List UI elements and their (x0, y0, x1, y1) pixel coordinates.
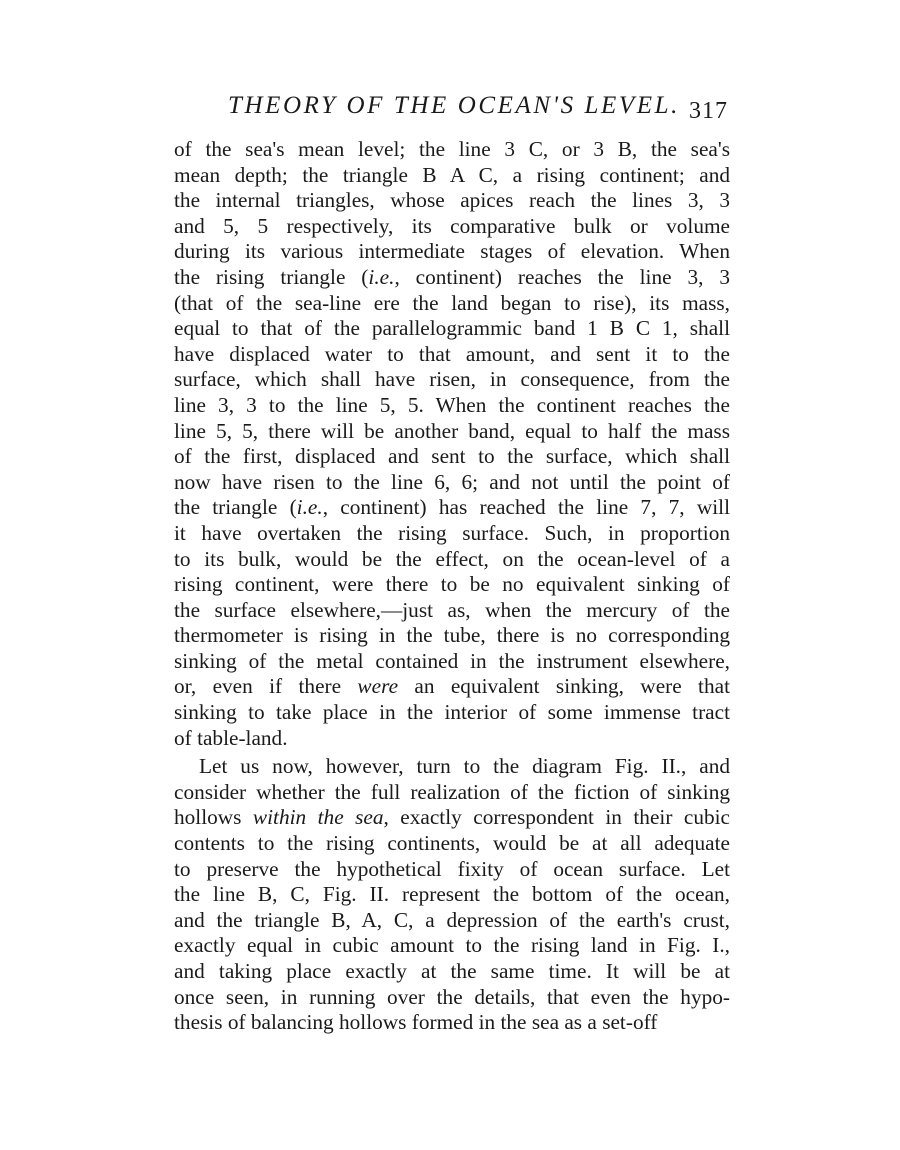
text-run: , exactly correspondent in their cubic (383, 805, 730, 830)
text-line (174, 316, 730, 342)
running-head (170, 92, 730, 132)
text-run: exactly equal in cubic amount to the rising land in Fig. I., (174, 933, 730, 958)
text-run: and 5, 5 respectively, its comparative bulk or volume (174, 213, 730, 238)
text-run: the surface elsewhere,—just as, when the mercury of the (174, 597, 730, 622)
body-text (174, 137, 730, 1036)
text-run: once seen, in running over the details, that even the hypo- (174, 984, 730, 1009)
italic-text: were (357, 674, 399, 699)
text-line (174, 780, 730, 806)
text-line (174, 239, 730, 265)
text-run: hollows (174, 805, 253, 830)
text-line (174, 598, 730, 624)
text-run: , continent) has reached the line 7, 7, will (322, 495, 730, 520)
text-run: rising continent, were there to be no equivalent sinking of (174, 572, 730, 597)
text-run: the triangle ( (174, 495, 297, 520)
text-run: surface, which shall have risen, in consequence, from the (174, 367, 730, 392)
text-run: the line B, C, Fig. II. represent the bottom of the ocean, (174, 882, 730, 907)
text-line (174, 188, 730, 214)
text-run: thermometer is rising in the tube, there is no corresponding (174, 623, 730, 648)
text-run: have displaced water to that amount, and sent it to the (174, 341, 730, 366)
text-run: of table-land. (174, 725, 288, 750)
text-run: thesis of balancing hollows formed in the sea as a set-off (174, 1010, 658, 1035)
text-line (174, 419, 730, 445)
text-run: of the first, displaced and sent to the surface, which shall (174, 444, 730, 469)
text-line (174, 623, 730, 649)
text-line (174, 933, 730, 959)
text-run: an equivalent sinking, were that (398, 674, 730, 699)
text-run: line 5, 5, there will be another band, equal to half the mass (174, 418, 730, 443)
paragraph (174, 137, 730, 751)
text-line (174, 342, 730, 368)
text-line (174, 674, 730, 700)
text-run: the internal triangles, whose apices reach the lines 3, 3 (174, 188, 730, 213)
text-line (174, 754, 730, 780)
text-line (174, 882, 730, 908)
text-line (174, 547, 730, 573)
text-line (174, 521, 730, 547)
page-number: 317 (689, 98, 728, 124)
text-run: line 3, 3 to the line 5, 5. When the continent reaches the (174, 392, 730, 417)
italic-text: within the sea (252, 805, 384, 830)
text-line (174, 985, 730, 1011)
text-line (174, 495, 730, 521)
text-run: during its various intermediate stages of elevation. When (174, 239, 730, 264)
text-line (174, 393, 730, 419)
text-run: equal to that of the parallelogrammic band 1 B C 1, shall (174, 316, 730, 341)
text-line (174, 959, 730, 985)
italic-text: i.e. (296, 495, 323, 520)
text-line (174, 163, 730, 189)
text-run: Let us now, however, turn to the diagram Fig. II., and (199, 754, 730, 779)
text-line (174, 214, 730, 240)
text-line (174, 649, 730, 675)
text-line (174, 291, 730, 317)
text-line (174, 908, 730, 934)
text-run: or, even if there (174, 674, 358, 699)
text-run: (that of the sea-line ere the land began to rise), its mass, (174, 290, 730, 315)
text-run: sinking to take place in the interior of some immense tract (174, 700, 730, 725)
text-line (174, 444, 730, 470)
text-run: consider whether the full realization of the fiction of sinking (174, 779, 730, 804)
text-line (174, 805, 730, 831)
paragraph (174, 754, 730, 1036)
text-run: contents to the rising continents, would be at all adequate (174, 831, 730, 856)
text-line (174, 470, 730, 496)
text-line (174, 265, 730, 291)
text-line (174, 572, 730, 598)
text-run: and the triangle B, A, C, a depression of the earth's crust, (174, 907, 730, 932)
text-line (174, 700, 730, 726)
text-run: now have risen to the line 6, 6; and not until the point of (174, 469, 730, 494)
running-title: THEORY OF THE OCEAN'S LEVEL. (228, 92, 681, 119)
text-line (174, 857, 730, 883)
text-line (174, 726, 730, 752)
text-run: and taking place exactly at the same time. It will be at (174, 959, 730, 983)
text-run: of the sea's mean level; the line 3 C, or 3 B, the sea's (174, 137, 730, 161)
italic-text: i.e. (368, 264, 395, 289)
text-line (174, 367, 730, 393)
text-run: to preserve the hypothetical fixity of ocean surface. Let (174, 856, 730, 881)
text-run: the rising triangle ( (174, 264, 369, 289)
text-run: , continent) reaches the line 3, 3 (394, 264, 730, 289)
text-run: mean depth; the triangle B A C, a rising continent; and (174, 162, 730, 187)
text-run: it have overtaken the rising surface. Such, in proportion (174, 520, 730, 545)
text-run: sinking of the metal contained in the instrument elsewhere, (174, 648, 730, 673)
text-line (174, 831, 730, 857)
text-line (174, 1010, 730, 1036)
text-line (174, 137, 730, 163)
text-run: to its bulk, would be the effect, on the ocean-level of a (174, 546, 730, 571)
